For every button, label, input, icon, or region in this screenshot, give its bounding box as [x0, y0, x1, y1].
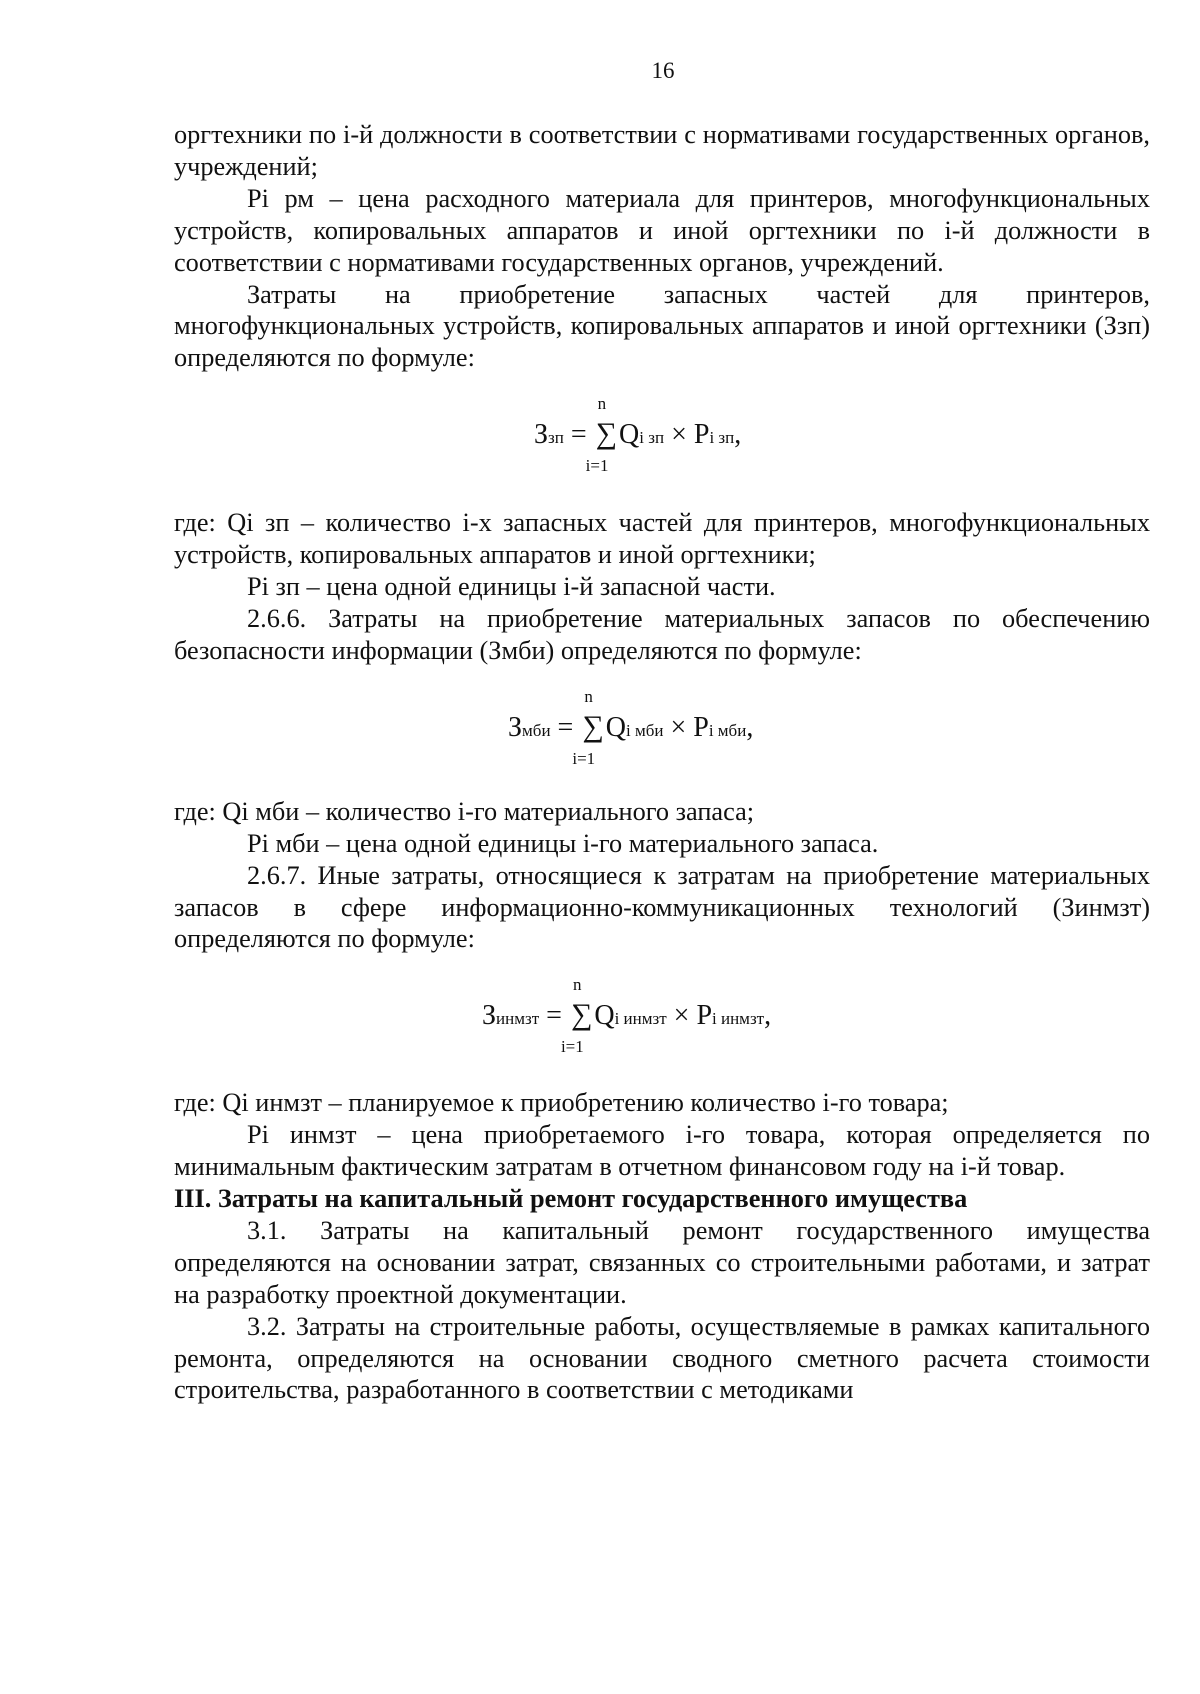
sum-lower-limit: i=1	[585, 456, 609, 476]
formula-times: ×	[670, 711, 687, 743]
sum-icon: ∑ n i=1	[572, 686, 604, 768]
document-body	[174, 119, 1150, 1406]
paragraph: где: Qi мби – количество i-го материального запаса;	[174, 796, 755, 826]
paragraph: Затраты на приобретение запасных частей для принтеров, многофункциональных устройств, копировальных аппаратов и иной оргтехники (Ззп) определяются по формуле:	[174, 279, 1150, 373]
formula-quantity-subscript: i мби	[625, 720, 664, 740]
formula-quantity: Q	[605, 711, 626, 743]
sum-upper-limit: n	[584, 686, 593, 706]
formula-lhs: З	[534, 419, 549, 451]
sum-icon: ∑ n i=1	[585, 394, 618, 476]
formula-quantity: Q	[594, 1000, 615, 1032]
formula-tail: ,	[734, 419, 742, 451]
formula-price-subscript: i мби	[708, 720, 747, 740]
paragraph: 3.1. Затраты на капитальный ремонт государственного имущества определяются на основании затрат, связанных со строительными работами, и затрат на разработку проектной документации.	[174, 1215, 1150, 1309]
section-heading: III. Затраты на капитальный ремонт государственного имущества	[174, 1184, 968, 1214]
formula-lhs: З	[482, 1000, 497, 1032]
page-number: 16	[651, 58, 675, 83]
formula-equals: =	[546, 1000, 562, 1032]
formula-equals: =	[557, 711, 574, 743]
formula-price-subscript: i инмзт	[712, 1009, 765, 1029]
formula-times: ×	[671, 419, 687, 451]
paragraph: Pi рм – цена расходного материала для принтеров, многофункциональных устройств, копировальных аппаратов и иной оргтехники по i-й должности в соответствии с нормативами государственных органов, учреждений.	[174, 183, 1150, 277]
formula-quantity-subscript: i зп	[639, 428, 665, 448]
paragraph: где: Qi зп – количество i-х запасных частей для принтеров, многофункциональных устройств, копировальных аппаратов и иной оргтехники;	[174, 508, 1150, 570]
formula-lhs-subscript: инмзт	[496, 1009, 540, 1029]
paragraph: 2.6.7. Иные затраты, относящиеся к затратам на приобретение материальных запасов в сфере информационно-коммуникационных технологий (Зинмзт) определяются по формуле:	[174, 860, 1150, 954]
formula-spare-parts	[174, 374, 1150, 507]
formula-tail: ,	[746, 711, 754, 743]
paragraph: Pi мби – цена одной единицы i-го материального запаса.	[247, 828, 879, 858]
formula-quantity: Q	[619, 419, 640, 451]
paragraph: 2.6.6. Затраты на приобретение материальных запасов по обеспечению безопасности информации (Змби) определяются по формуле:	[174, 603, 1150, 665]
formula-tail: ,	[764, 1000, 772, 1032]
formula-quantity-subscript: i инмзт	[614, 1009, 667, 1029]
formula-lhs-subscript: зп	[548, 428, 564, 448]
sum-lower-limit: i=1	[560, 1037, 584, 1057]
sum-lower-limit: i=1	[572, 748, 596, 768]
sum-icon: ∑ n i=1	[560, 975, 593, 1057]
formula-security-materials	[174, 667, 1150, 796]
paragraph: Pi инмзт – цена приобретаемого i-го товара, которая определяется по минимальным фактическим затратам в отчетном финансовом году на i-й товар.	[174, 1120, 1150, 1182]
formula-lhs: З	[508, 711, 523, 743]
paragraph: Pi зп – цена одной единицы i-й запасной части.	[247, 572, 776, 602]
formula-equals: =	[570, 419, 587, 451]
formula-price: P	[693, 711, 709, 743]
formula-price: P	[696, 1000, 713, 1032]
formula-price-subscript: i зп	[709, 428, 735, 448]
formula-times: ×	[673, 1000, 690, 1032]
formula-lhs-subscript: мби	[522, 720, 551, 740]
sum-upper-limit: n	[597, 394, 607, 414]
paragraph: 3.2. Затраты на строительные работы, осуществляемые в рамках капитального ремонта, определяются на основании сводного сметного расчета стоимости строительства, разработанного в соответствии с методиками	[174, 1311, 1150, 1405]
formula-other-materials	[174, 955, 1150, 1087]
sum-upper-limit: n	[572, 975, 582, 995]
formula-price: P	[693, 419, 710, 451]
paragraph: оргтехники по i-й должности в соответствии с нормативами государственных органов, учреждений;	[174, 120, 1150, 181]
paragraph: где: Qi инмзт – планируемое к приобретению количество i-го товара;	[174, 1088, 949, 1118]
